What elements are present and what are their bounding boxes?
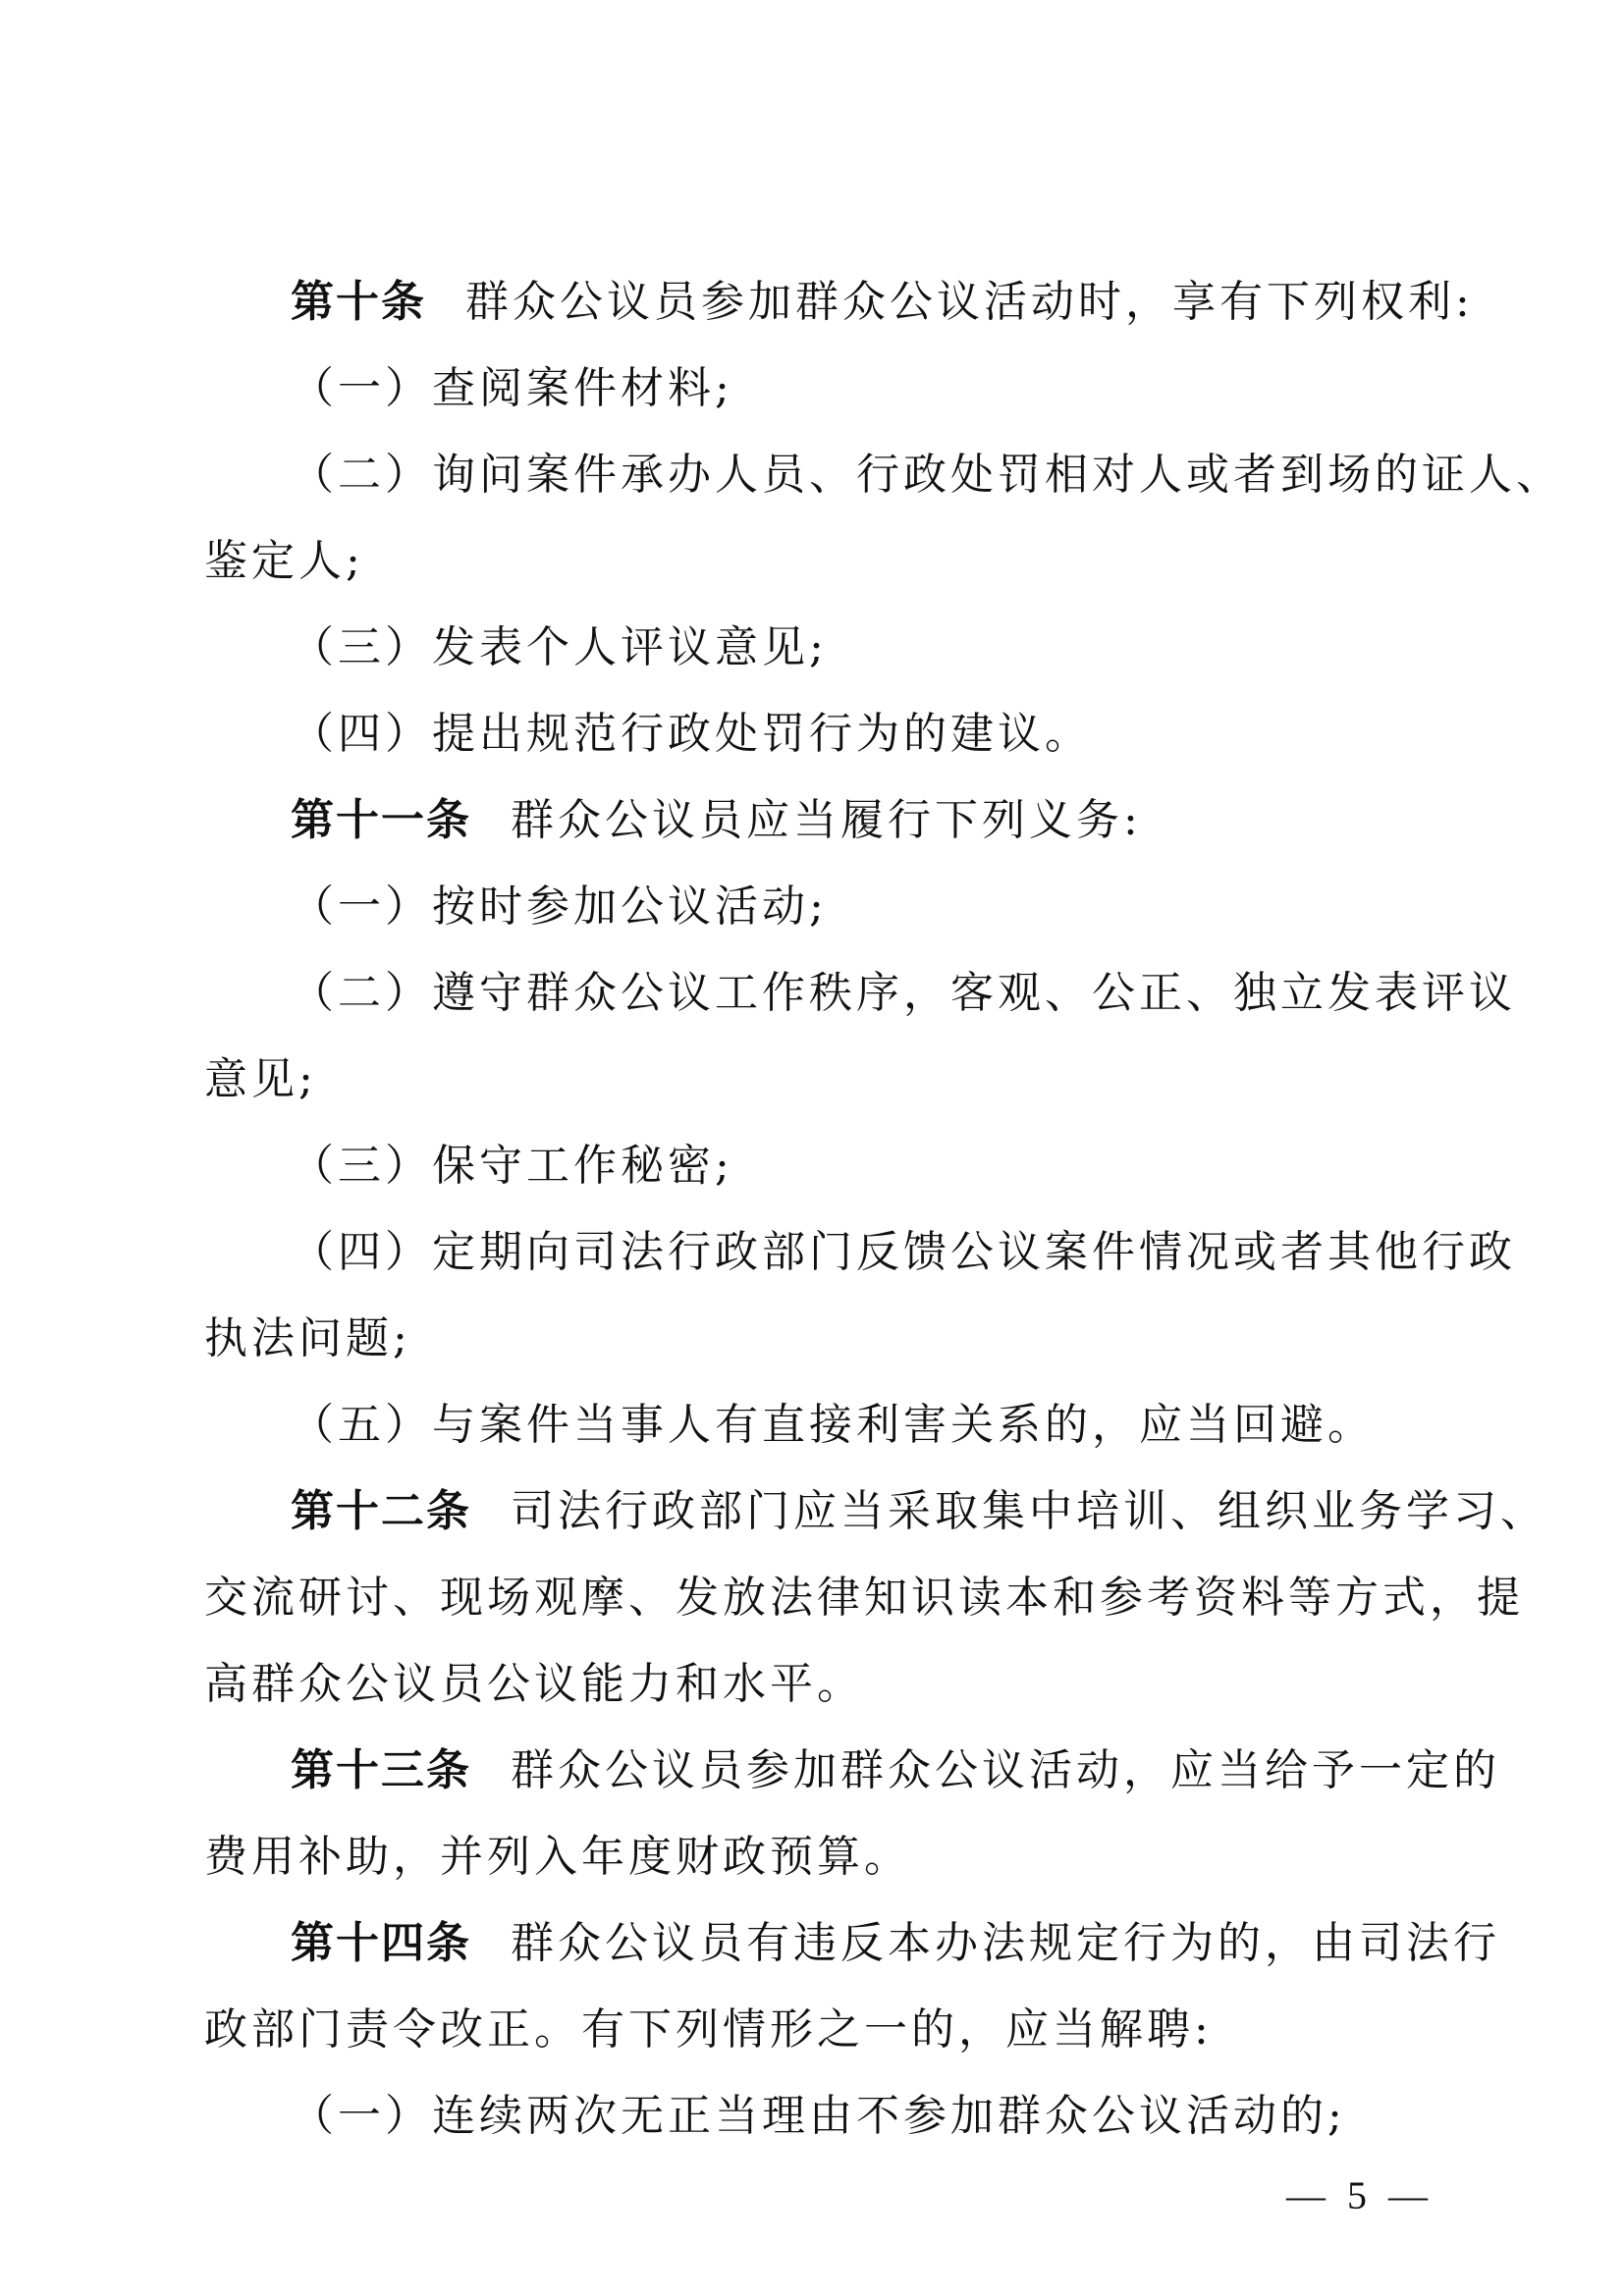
article-10-item-2: （二）询问案件承办人员、行政处罚相对人或者到场的证人、 xyxy=(291,450,1563,500)
article-13-paragraph xyxy=(291,1743,1500,1798)
article-11-item-2-cont: 意见; xyxy=(204,1054,317,1104)
article-11-number: 第十一条 xyxy=(291,795,471,845)
article-12-line-3: 高群众公议员公议能力和水平。 xyxy=(204,1659,864,1709)
article-14-line-2: 政部门责令改正。有下列情形之一的，应当解聘: xyxy=(204,2004,1213,2055)
article-11-paragraph xyxy=(291,793,1430,848)
article-11-item-5: （五）与案件当事人有直接利害关系的，应当回避。 xyxy=(291,1400,1375,1450)
article-14-line-1: 群众公议员有违反本办法规定行为的，由司法行 xyxy=(511,1918,1500,1968)
article-12-line-1: 司法行政部门应当采取集中培训、组织业务学习、 xyxy=(511,1486,1547,1536)
article-10-item-1: （一）查阅案件材料; xyxy=(291,363,733,413)
article-14-paragraph xyxy=(291,1916,1500,1971)
article-10-item-3: （三）发表个人评议意见; xyxy=(291,622,828,672)
article-10-paragraph xyxy=(291,275,1474,330)
article-12-line-2: 交流研讨、现场观摩、发放法律知识读本和参考资料等方式，提 xyxy=(204,1573,1524,1623)
article-10-number: 第十条 xyxy=(291,277,426,327)
article-13-line-1: 群众公议员参加群众公议活动，应当给予一定的 xyxy=(511,1745,1500,1795)
article-12-paragraph xyxy=(291,1484,1547,1539)
article-12-number: 第十二条 xyxy=(291,1486,471,1536)
article-10-item-2-cont: 鉴定人; xyxy=(204,536,364,586)
article-11-text: 群众公议员应当履行下列义务: xyxy=(511,795,1142,845)
article-11-item-3: （三）保守工作秘密; xyxy=(291,1141,733,1191)
article-11-item-4: （四）定期向司法行政部门反馈公议案件情况或者其他行政 xyxy=(291,1227,1516,1277)
page-number: — 5 — xyxy=(1286,2173,1434,2217)
article-10-item-4: （四）提出规范行政处罚行为的建议。 xyxy=(291,709,1092,759)
article-14-item-1: （一）连续两次无正当理由不参加群众公议活动的; xyxy=(291,2091,1346,2141)
article-13-line-2: 费用补助，并列入年度财政预算。 xyxy=(204,1832,911,1882)
article-11-item-4-cont: 执法问题; xyxy=(204,1313,411,1363)
article-11-item-1: （一）按时参加公议活动; xyxy=(291,881,828,932)
article-13-number: 第十三条 xyxy=(291,1745,471,1795)
article-14-number: 第十四条 xyxy=(291,1918,471,1968)
article-11-item-2: （二）遵守群众公议工作秩序，客观、公正、独立发表评议 xyxy=(291,968,1516,1018)
article-10-text: 群众公议员参加群众公议活动时，享有下列权利: xyxy=(465,277,1474,327)
